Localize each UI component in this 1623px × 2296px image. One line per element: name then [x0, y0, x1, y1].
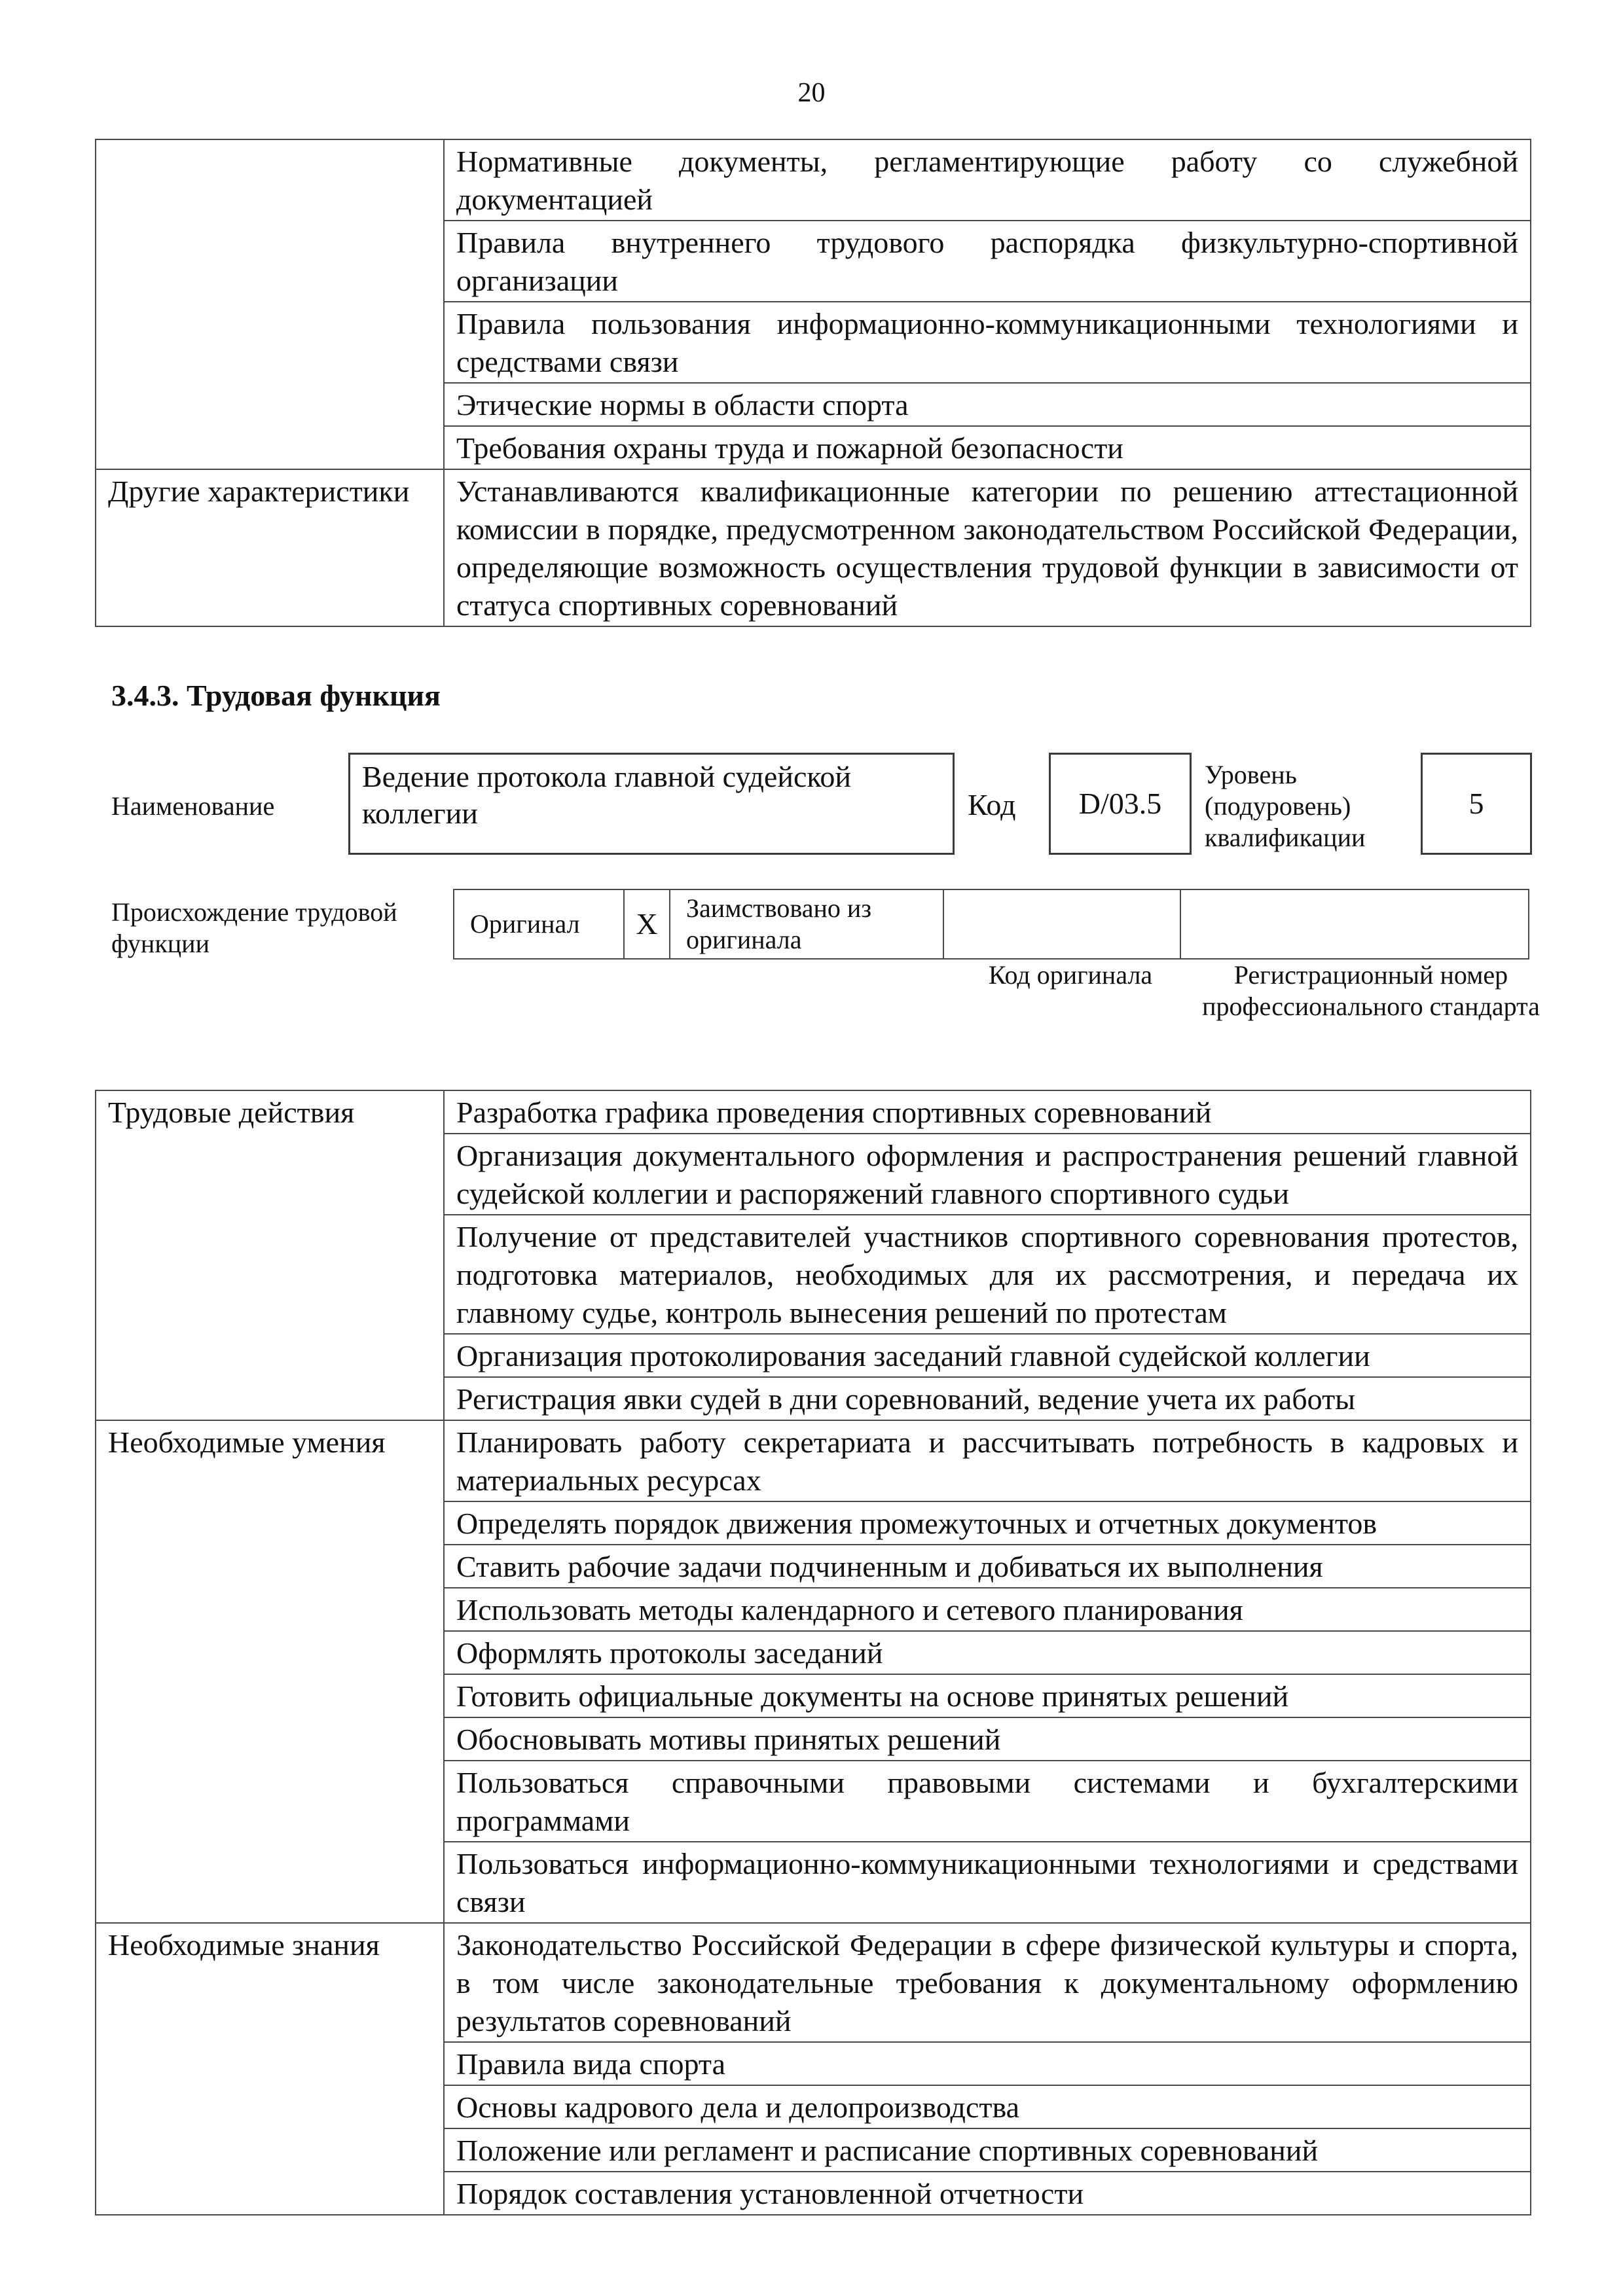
list-item: Устанавливаются квалификационные категории по решению аттестационной комиссии в порядке, предусмотренном законодательством Российской Федерации, определяющие возможность осуществления трудовой функции в зависимости от статуса спортивных соревнований — [444, 469, 1531, 626]
list-item: Нормативные документы, регламентирующие работу со служебной документацией — [444, 139, 1531, 221]
origin-label: Происхождение трудовой функции — [111, 897, 397, 958]
function-name-box — [348, 753, 955, 855]
function-code-box — [1049, 753, 1192, 855]
list-item: Положение или регламент и расписание спортивных соревнований — [444, 2128, 1531, 2172]
list-item: Организация протоколирования заседаний главной судейской коллегии — [444, 1334, 1531, 1377]
list-item: Регистрация явки судей в дни соревнований, ведение учета их работы — [444, 1377, 1531, 1420]
row-label-other: Другие характеристики — [96, 469, 444, 626]
table-row — [96, 1090, 1531, 1134]
function-code-value: D/03.5 — [1078, 787, 1162, 820]
list-item: Планировать работу секретариата и рассчитывать потребность в кадровых и материальных ресурсах — [444, 1420, 1531, 1501]
list-item: Основы кадрового дела и делопроизводства — [444, 2085, 1531, 2128]
name-label: Наименование — [111, 791, 275, 821]
registration-number-cell — [1180, 889, 1529, 959]
list-item: Оформлять протоколы заседаний — [444, 1631, 1531, 1674]
page-number: 20 — [797, 78, 826, 108]
borrowed-cell: Заимствовано из оригинала — [670, 889, 943, 959]
table-cell-empty — [96, 139, 444, 469]
row-label-knowledge: Необходимые знания — [96, 1923, 444, 2215]
list-item: Определять порядок движения промежуточных и отчетных документов — [444, 1501, 1531, 1545]
level-label: Уровень (подуровень) квалификации — [1205, 760, 1366, 852]
row-label-actions: Трудовые действия — [96, 1090, 444, 1420]
original-cell: Оригинал — [454, 889, 624, 959]
list-item: Правила внутреннего трудового распорядка физкультурно-спортивной организации — [444, 221, 1531, 302]
registration-number-caption: Регистрационный номер профессионального стандарта — [1202, 960, 1540, 1021]
list-item: Разработка графика проведения спортивных соревнований — [444, 1090, 1531, 1134]
origin-table — [453, 889, 1529, 960]
list-item: Порядок составления установленной отчетности — [444, 2172, 1531, 2215]
list-item: Пользоваться информационно-коммуникационными технологиями и средствами связи — [444, 1842, 1531, 1923]
continued-knowledge-table — [95, 139, 1531, 627]
function-details-table — [95, 1090, 1531, 2215]
list-item: Правила пользования информационно-коммуникационными технологиями и средствами связи — [444, 302, 1531, 383]
function-name-value: Ведение протокола главной судейской коллегии — [362, 760, 852, 830]
code-original-caption: Код оригинала — [988, 960, 1153, 990]
list-item: Организация документального оформления и распространения решений главной судейской коллегии и распоряжений главного спортивного судьи — [444, 1134, 1531, 1215]
list-item: Требования охраны труда и пожарной безопасности — [444, 426, 1531, 469]
list-item: Правила вида спорта — [444, 2042, 1531, 2085]
table-row — [96, 139, 1531, 221]
list-item: Ставить рабочие задачи подчиненным и добиваться их выполнения — [444, 1545, 1531, 1588]
original-mark: X — [624, 889, 670, 959]
list-item: Законодательство Российской Федерации в сфере физической культуры и спорта, в том числе законодательные требования к документальному оформлению результатов соревнований — [444, 1923, 1531, 2042]
section-heading: 3.4.3. Трудовая функция — [111, 679, 441, 712]
list-item: Готовить официальные документы на основе принятых решений — [444, 1674, 1531, 1717]
row-label-skills: Необходимые умения — [96, 1420, 444, 1923]
list-item: Обосновывать мотивы принятых решений — [444, 1717, 1531, 1761]
list-item: Использовать методы календарного и сетевого планирования — [444, 1588, 1531, 1631]
list-item: Пользоваться справочными правовыми системами и бухгалтерскими программами — [444, 1761, 1531, 1842]
list-item: Этические нормы в области спорта — [444, 383, 1531, 426]
list-item: Получение от представителей участников спортивного соревнования протестов, подготовка материалов, необходимых для их рассмотрения, и передача их главному судье, контроль вынесения решений по протестам — [444, 1215, 1531, 1334]
table-row — [96, 1923, 1531, 2042]
code-label: Код — [968, 788, 1016, 821]
table-row — [96, 1420, 1531, 1501]
table-row — [454, 889, 1529, 959]
level-box — [1421, 753, 1532, 855]
original-code-cell — [943, 889, 1180, 959]
table-row — [96, 469, 1531, 626]
level-value: 5 — [1468, 787, 1484, 820]
